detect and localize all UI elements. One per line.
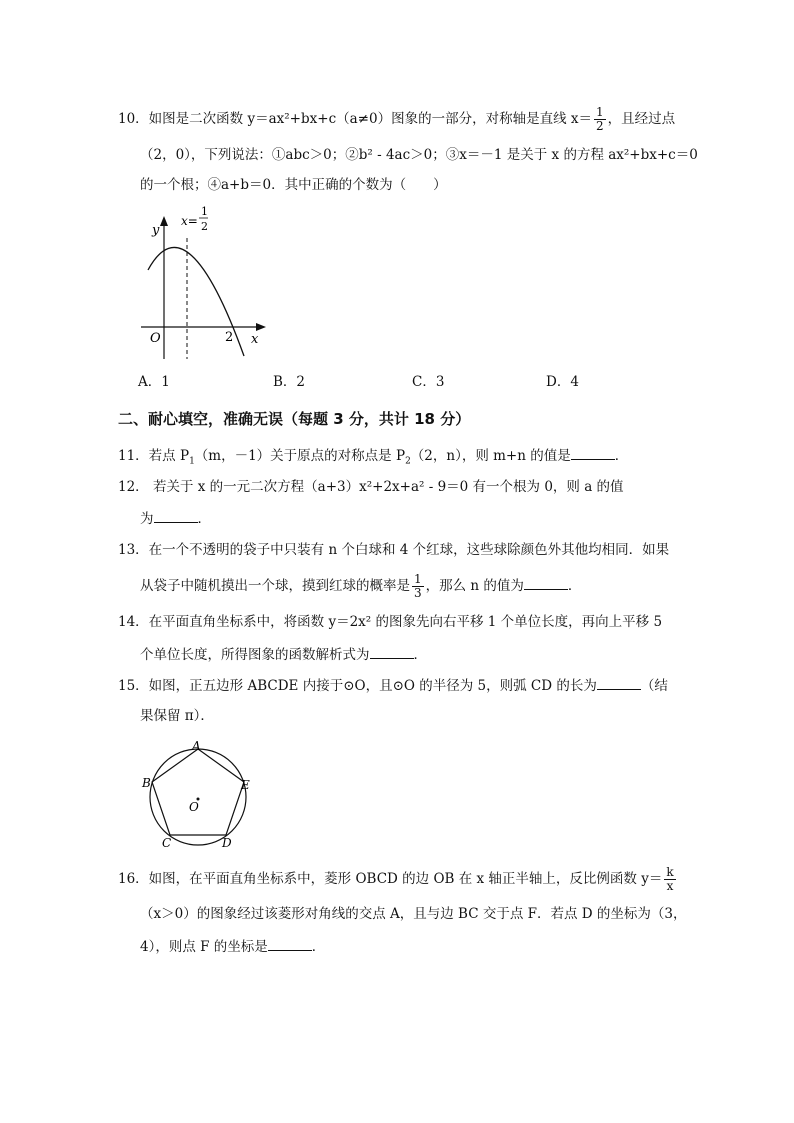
q13-line1: 13．在一个不透明的袋子中只装有 n 个白球和 4 个红球，这些球除颜色外其他均相同．如果 [118, 542, 670, 558]
q16-text-b: ． [311, 939, 326, 955]
q10-line1 [118, 106, 675, 133]
center-label-o: O [189, 800, 199, 814]
q11-line [118, 446, 628, 471]
q10-frac-num: 1 [595, 105, 604, 119]
q10-text-a: 10．如图是二次函数 [118, 111, 248, 127]
label-origin: O [150, 331, 161, 346]
label-sym-x: x= [181, 214, 198, 228]
q10-option-d: D．4 [546, 374, 579, 390]
q13-text-a: 从袋子中随机摸出一个球，摸到红球的概率是 [140, 578, 410, 594]
vertex-label-a: A [192, 739, 201, 753]
q12-line1: 12． 若关于 x 的一元二次方程（a+3）x²+2x+a² - 9＝0 有一个根为 0，则 a 的值 [118, 479, 624, 495]
q14-text-b: ． [413, 647, 427, 663]
q11-text-a: 11．若点 P [118, 448, 190, 464]
q12-answer-blank[interactable] [154, 509, 198, 523]
label-tick-2: 2 [225, 330, 234, 345]
circle-o [150, 749, 246, 845]
q10-fraction [594, 106, 606, 133]
q13-text-b: ，那么 n 的值为 [425, 578, 524, 594]
vertex-label-b: B [142, 776, 151, 790]
q10-line2: （2，0），下列说法：①abc＞0；②b² - 4ac＞0；③x＝－1 是关于 x 的方程 ax²+bx+c＝0 [140, 147, 698, 163]
label-y: y [152, 223, 160, 238]
vertex-label-e: E [241, 778, 250, 792]
q13-fraction [412, 573, 424, 600]
q13-frac-num: 1 [414, 572, 422, 586]
q13-line2 [140, 573, 581, 600]
q16-text-a2: 4），则点 F 的坐标是 [140, 939, 268, 955]
q13-answer-blank[interactable] [524, 576, 568, 590]
q11-text-b: （m，－1）关于原点的对称点是 P [194, 448, 406, 464]
q16-frac-den: x [666, 879, 674, 893]
q16-line3 [140, 937, 325, 956]
q10-parabola-figure [136, 204, 276, 374]
q10-text-c: ，且经过点 [607, 111, 676, 127]
q15-text-b: （结 [640, 678, 668, 694]
q11-sub1: 1 [189, 456, 195, 467]
q11-sub2: 2 [405, 456, 411, 467]
q16-line1 [118, 866, 678, 893]
q10-text-b: y＝ax²+bx+c（a≠0）图象的一部分，对称轴是直线 x＝ [247, 111, 592, 127]
q15-line2: 果保留 π）． [140, 708, 214, 724]
q11-text-c: （2，n），则 m+n 的值是 [410, 448, 571, 464]
label-sym-num: 1 [201, 205, 208, 218]
q14-line1: 14．在平面直角坐标系中，将函数 y＝2x² 的图象先向右平移 1 个单位长度，再向上平移 5 [118, 614, 663, 630]
label-sym-den: 2 [201, 220, 208, 233]
q11-answer-blank[interactable] [571, 446, 615, 460]
y-axis-arrow [160, 216, 168, 226]
q10-option-c: C．3 [412, 374, 445, 390]
q12-text-a: 为 [140, 511, 154, 527]
q15-line1 [118, 676, 668, 695]
q13-frac-den: 3 [414, 586, 422, 600]
q14-text-a: 个单位长度，所得图象的函数解析式为 [140, 647, 370, 663]
q15-answer-blank[interactable] [597, 676, 641, 690]
q10-frac-den: 2 [595, 119, 604, 133]
x-axis-arrow [256, 323, 266, 331]
q16-line2: （x＞0）的图象经过该菱形对角线的交点 A，且与边 BC 交于点 F．若点 D 的坐标为（3， [140, 906, 687, 922]
q15-text-a: 15．如图，正五边形 ABCDE 内接于⊙O，且⊙O 的半径为 5，则弧 CD 的长为 [118, 678, 597, 694]
q12-line2 [140, 509, 211, 528]
section-title: 二、耐心填空，准确无误（每题 3 分，共计 18 分） [118, 410, 471, 428]
q16-frac-num: k [666, 865, 674, 879]
vertex-label-c: C [162, 836, 172, 850]
q16-answer-blank[interactable] [268, 937, 312, 951]
q12-text-b: ． [197, 511, 211, 527]
vertex-label-d: D [222, 836, 232, 850]
q13-text-c: ． [567, 578, 582, 594]
q10-option-a: A．1 [138, 374, 170, 390]
q10-line3: 的一个根；④a+b＝0．其中正确的个数为（ ） [140, 177, 447, 193]
q11-text-d: ． [614, 448, 629, 464]
label-x: x [251, 332, 259, 347]
q16-text-a: 16．如图，在平面直角坐标系中，菱形 OBCD 的边 OB 在 x 轴正半轴上，反比例函数 y＝ [118, 871, 663, 887]
q10-option-b: B．2 [273, 374, 306, 390]
q16-fraction [664, 866, 675, 893]
q15-pentagon-figure [136, 735, 256, 851]
q14-answer-blank[interactable] [370, 645, 414, 659]
q14-line2 [140, 645, 427, 664]
